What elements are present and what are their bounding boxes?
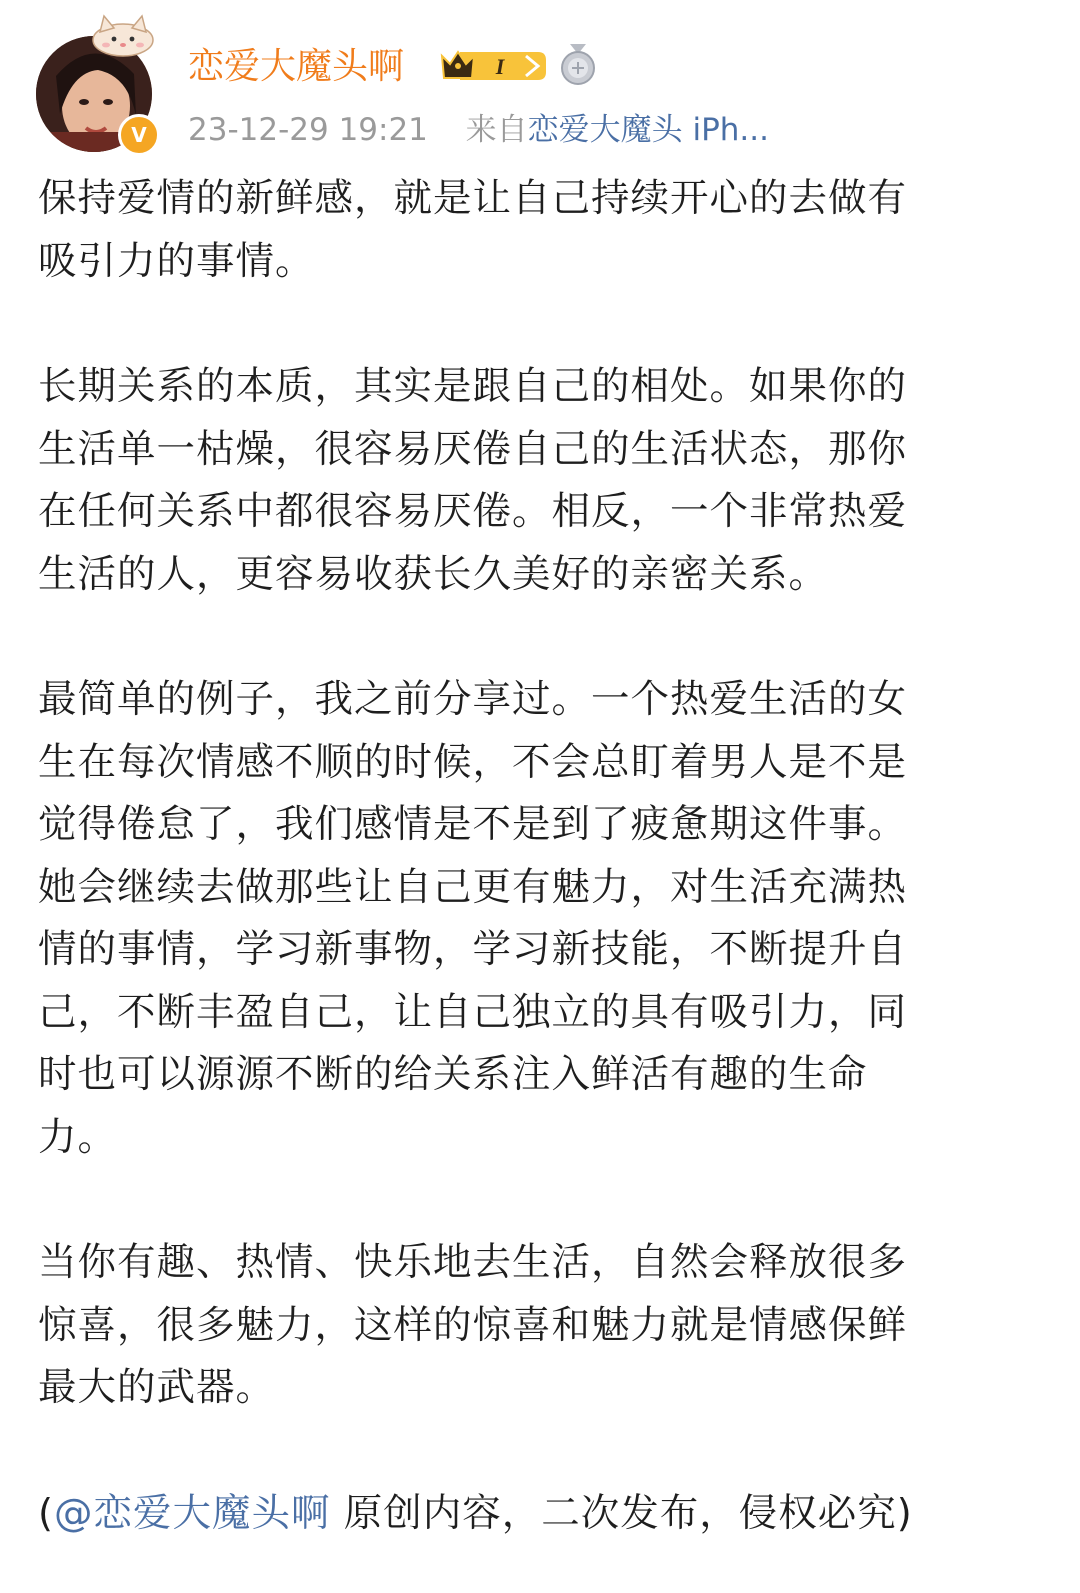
- vip-crown-badge-icon[interactable]: [438, 46, 548, 86]
- copyright-notice: [38, 1483, 998, 1546]
- source-device-link[interactable]: 恋爱大魔头 iPh...: [527, 112, 769, 148]
- copyright-text: 原创内容，二次发布，侵权必究): [330, 1490, 913, 1536]
- mention-link[interactable]: @恋爱大魔头啊: [54, 1490, 331, 1536]
- post-paragraph: 保持爱情的新鲜感，就是让自己持续开心的去做有 吸引力的事情。: [38, 176, 908, 284]
- post-timestamp: 23-12-29 19:21: [188, 112, 428, 148]
- post-body: [38, 168, 998, 1545]
- cat-decoration-icon: [86, 12, 160, 58]
- post-meta: [188, 104, 769, 149]
- medal-icon[interactable]: [560, 44, 596, 86]
- post-paragraph: 当你有趣、热情、快乐地去生活，自然会释放很多 惊喜，很多魅力，这样的惊喜和魅力就是情感保鲜 最大的武器。: [38, 1240, 908, 1410]
- verified-v-icon: V: [118, 114, 160, 156]
- post-header: [0, 0, 1080, 160]
- avatar-container[interactable]: [36, 28, 160, 152]
- source-prefix: 来自: [465, 112, 528, 148]
- copyright-open-paren: (: [38, 1490, 55, 1536]
- post-paragraph: 最简单的例子，我之前分享过。一个热爱生活的女 生在每次情感不顺的时候，不会总盯着男人是不是 觉得倦怠了，我们感情是不是到了疲惫期这件事。 她会继续去做那些让自己更有魅力，对生活充满热 情的事情，学习新事物，学习新技能，不断提升自 己，不断丰盈自己，让自己独立的具有吸引力，同 时也可以源源不断的给关系注入鲜活有趣的生命 力。: [38, 677, 908, 1160]
- username[interactable]: 恋爱大魔头啊: [188, 46, 405, 87]
- vip-level-label: I: [495, 54, 505, 79]
- post-paragraph: 长期关系的本质，其实是跟自己的相处。如果你的 生活单一枯燥，很容易厌倦自己的生活状态，那你 在任何关系中都很容易厌倦。相反，一个非常热爱 生活的人，更容易收获长久美好的亲密关系。: [38, 364, 908, 597]
